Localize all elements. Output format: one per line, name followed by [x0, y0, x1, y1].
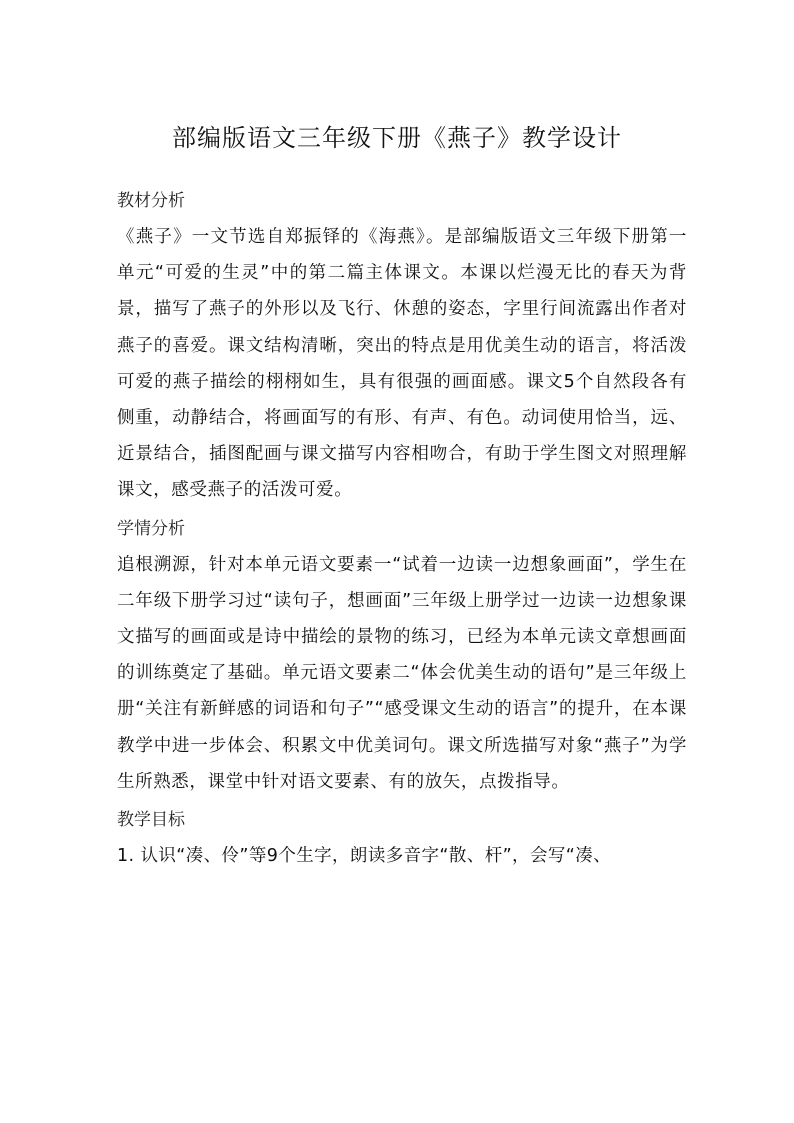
section-paragraph-student-analysis: 追根溯源，针对本单元语文要素一“试着一边读一边想象画面”，学生在二年级下册学习过“读句子，想画面”三年级上册学过一边读一边想象课文描写的画面或是诗中描绘的景物的练习，已经为本单元读文章想画面的训练奠定了基础。单元语文要素二“体会优美生动的语句”是三年级上册“关注有新鲜感的词语和句子”“感受课文生动的语言”的提升，在本课教学中进一步体会、积累文中优美词句。课文所选描写对象“燕子”为学生所熟悉，课堂中针对语文要素、有的放矢，点拨指导。 — [117, 554, 687, 792]
document-body — [117, 183, 687, 874]
section-paragraph-textbook-analysis: 《燕子》一文节选自郑振铎的《海燕》。是部编版语文三年级下册第一单元“可爱的生灵”中的第二篇主体课文。本课以烂漫无比的春天为背景，描写了燕子的外形以及飞行、休憩的姿态，字里行间流露出作者对燕子的喜爱。课文结构清晰，突出的特点是用优美生动的语言，将活泼可爱的燕子描绘的栩栩如生，具有很强的画面感。课文5个自然段各有侧重，动静结合，将画面写的有形、有声、有色。动词使用恰当，远、近景结合，插图配画与课文描写内容相吻合，有助于学生图文对照理解课文，感受燕子的活泼可爱。 — [117, 227, 687, 501]
section-heading-textbook-analysis: 教材分析 — [117, 191, 185, 211]
section-heading-student-analysis: 学情分析 — [117, 518, 185, 539]
document-title: 部编版语文三年级下册《燕子》教学设计 — [172, 124, 622, 152]
section-heading-teaching-goals: 教学目标 — [117, 810, 185, 831]
teaching-goal-item: 1. 认识“凑、伶”等9个生字，朗读多音字“散、杆”，会写“凑、 — [117, 846, 612, 867]
